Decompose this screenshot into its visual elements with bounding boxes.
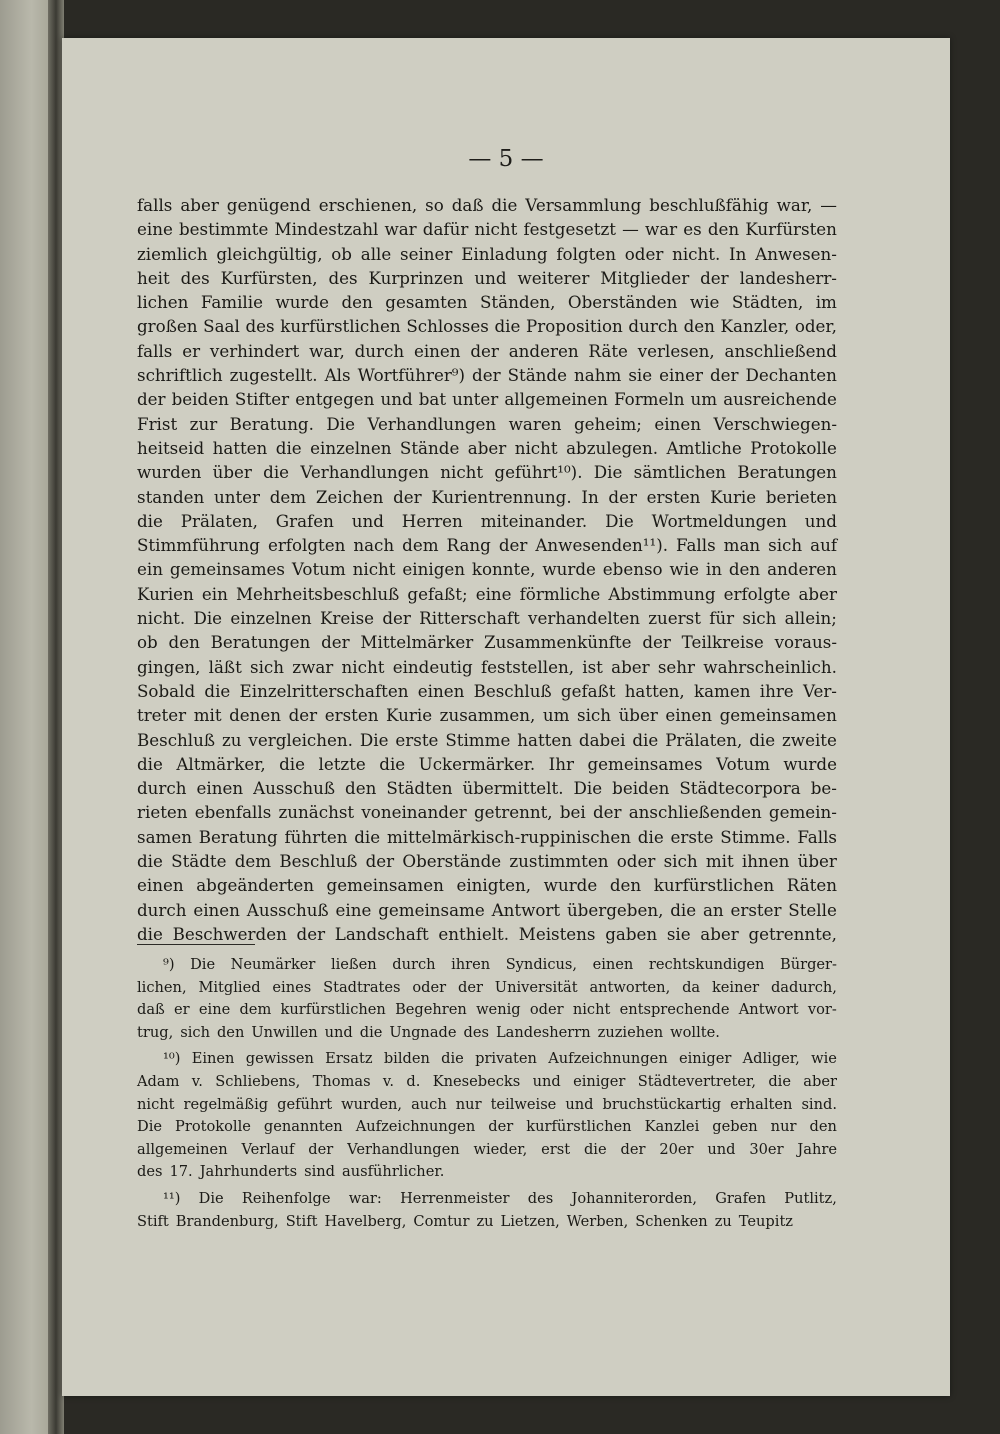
body-line: einen abgeänderten gemeinsamen einigten, wurde den kurfürstlichen Räten	[137, 875, 837, 896]
body-line: falls er verhindert war, durch einen der anderen Räte verlesen, anschließend	[137, 340, 837, 361]
body-line: Beschluß zu vergleichen. Die erste Stimme hatten dabei die Prälaten, die zweite	[137, 729, 837, 750]
footnote-line: ¹⁰) Einen gewissen Ersatz bilden die privaten Aufzeichnungen einiger Adliger, wie	[137, 1048, 837, 1071]
body-line: der beiden Stifter entgegen und bat unter allgemeinen Formeln um ausreichende	[137, 389, 837, 410]
body-line: samen Beratung führten die mittelmärkisch-ruppinischen die erste Stimme. Falls	[137, 826, 837, 847]
footnote-line: ¹¹) Die Reihenfolge war: Herrenmeister des Johanniterorden, Grafen Putlitz,	[137, 1188, 837, 1211]
body-line: Stimmführung erfolgten nach dem Rang der Anwesenden¹¹). Falls man sich auf	[137, 535, 837, 556]
body-line: heit des Kurfürsten, des Kurprinzen und weiterer Mitglieder der landesherr-	[137, 267, 837, 288]
body-line: wurden über die Verhandlungen nicht geführt¹⁰). Die sämtlichen Beratungen	[137, 462, 837, 483]
body-line: standen unter dem Zeichen der Kurientrennung. In der ersten Kurie berieten	[137, 486, 837, 507]
body-line: Kurien ein Mehrheitsbeschluß gefaßt; eine förmliche Abstimmung erfolgte aber	[137, 583, 837, 604]
body-line: durch einen Ausschuß eine gemeinsame Antwort übergeben, die an erster Stelle	[137, 899, 837, 920]
footnote-marker: ¹¹)	[163, 1189, 181, 1207]
body-line: gingen, läßt sich zwar nicht eindeutig feststellen, ist aber sehr wahrscheinlich.	[137, 656, 837, 677]
footnote-line: nicht regelmäßig geführt wurden, auch nur teilweise und bruchstückartig erhalten sind.	[137, 1095, 837, 1113]
footnotes	[137, 954, 837, 1237]
body-line: die Prälaten, Grafen und Herren miteinander. Die Wortmeldungen und	[137, 510, 837, 531]
left-page-edge	[0, 0, 52, 1434]
body-line: durch einen Ausschuß den Städten übermittelt. Die beiden Städtecorpora be-	[137, 778, 837, 799]
footnote-line: ⁹) Die Neumärker ließen durch ihren Syndicus, einen rechtskundigen Bürger-	[137, 954, 837, 977]
body-line: ein gemeinsames Votum nicht einigen konnte, wurde ebenso wie in den anderen	[137, 559, 837, 580]
body-line: nicht. Die einzelnen Kreise der Ritterschaft verhandelten zuerst für sich allein;	[137, 608, 837, 629]
body-line: rieten ebenfalls zunächst voneinander getrennt, bei der anschließenden gemein-	[137, 802, 837, 823]
footnote-line: lichen, Mitglied eines Stadtrates oder der Universität antworten, da keiner dadurch,	[137, 978, 837, 996]
footnote-line: daß er eine dem kurfürstlichen Begehren wenig oder nicht entsprechende Antwort vor-	[137, 1001, 837, 1019]
body-line: eine bestimmte Mindestzahl war dafür nicht festgesetzt — war es den Kurfürsten	[137, 219, 837, 240]
body-line: Sobald die Einzelritterschaften einen Beschluß gefaßt hatten, kamen ihre Ver-	[137, 680, 837, 701]
body-line: treter mit denen der ersten Kurie zusammen, um sich über einen gemeinsamen	[137, 705, 837, 726]
footnote	[137, 954, 837, 1044]
body-line: großen Saal des kurfürstlichen Schlosses die Proposition durch den Kanzler, oder,	[137, 316, 837, 337]
footnote-marker: ¹⁰)	[163, 1050, 181, 1068]
footnote	[137, 1048, 837, 1184]
footnote	[137, 1188, 837, 1233]
footnote-line: des 17. Jahrhunderts sind ausführlicher.	[137, 1163, 445, 1181]
body-text	[137, 193, 837, 946]
footnote-rule	[137, 944, 255, 945]
footnote-line: Adam v. Schliebens, Thomas v. d. Knesebecks und einiger Städtevertreter, die aber	[137, 1072, 837, 1090]
body-line: die Städte dem Beschluß der Oberstände zustimmten oder sich mit ihnen über	[137, 851, 837, 872]
book-page	[62, 38, 950, 1396]
body-line: die Altmärker, die letzte die Uckermärker. Ihr gemeinsames Votum wurde	[137, 753, 837, 774]
body-line: falls aber genügend erschienen, so daß die Versammlung beschlußfähig war, —	[137, 195, 837, 215]
footnote-line: allgemeinen Verlauf der Verhandlungen wieder, erst die der 20er und 30er Jahre	[137, 1140, 837, 1158]
body-line: heitseid hatten die einzelnen Stände aber nicht abzulegen. Amtliche Protokolle	[137, 437, 837, 458]
body-line: Frist zur Beratung. Die Verhandlungen waren geheim; einen Verschwiegen-	[137, 413, 837, 434]
footnote-marker: ⁹)	[163, 956, 175, 973]
body-line: schriftlich zugestellt. Als Wortführer⁹) der Stände nahm sie einer der Dechanten	[137, 365, 837, 386]
footnote-line: Die Protokolle genannten Aufzeichnungen der kurfürstlichen Kanzlei geben nur den	[137, 1118, 837, 1136]
footnote-line: trug, sich den Unwillen und die Ungnade des Landesherrn zuziehen wollte.	[137, 1023, 720, 1041]
body-line: ziemlich gleichgültig, ob alle seiner Einladung folgten oder nicht. In Anwesen-	[137, 243, 837, 264]
footnote-line: Stift Brandenburg, Stift Havelberg, Comtur zu Lietzen, Werben, Schenken zu Teupitz	[137, 1212, 793, 1230]
page-number: — 5 —	[468, 146, 544, 172]
body-line: ob den Beratungen der Mittelmärker Zusammenkünfte der Teilkreise voraus-	[137, 632, 837, 653]
body-line: die Beschwerden der Landschaft enthielt. Meistens gaben sie aber getrennte,	[137, 923, 837, 944]
body-line: lichen Familie wurde den gesamten Ständen, Oberständen wie Städten, im	[137, 292, 837, 313]
